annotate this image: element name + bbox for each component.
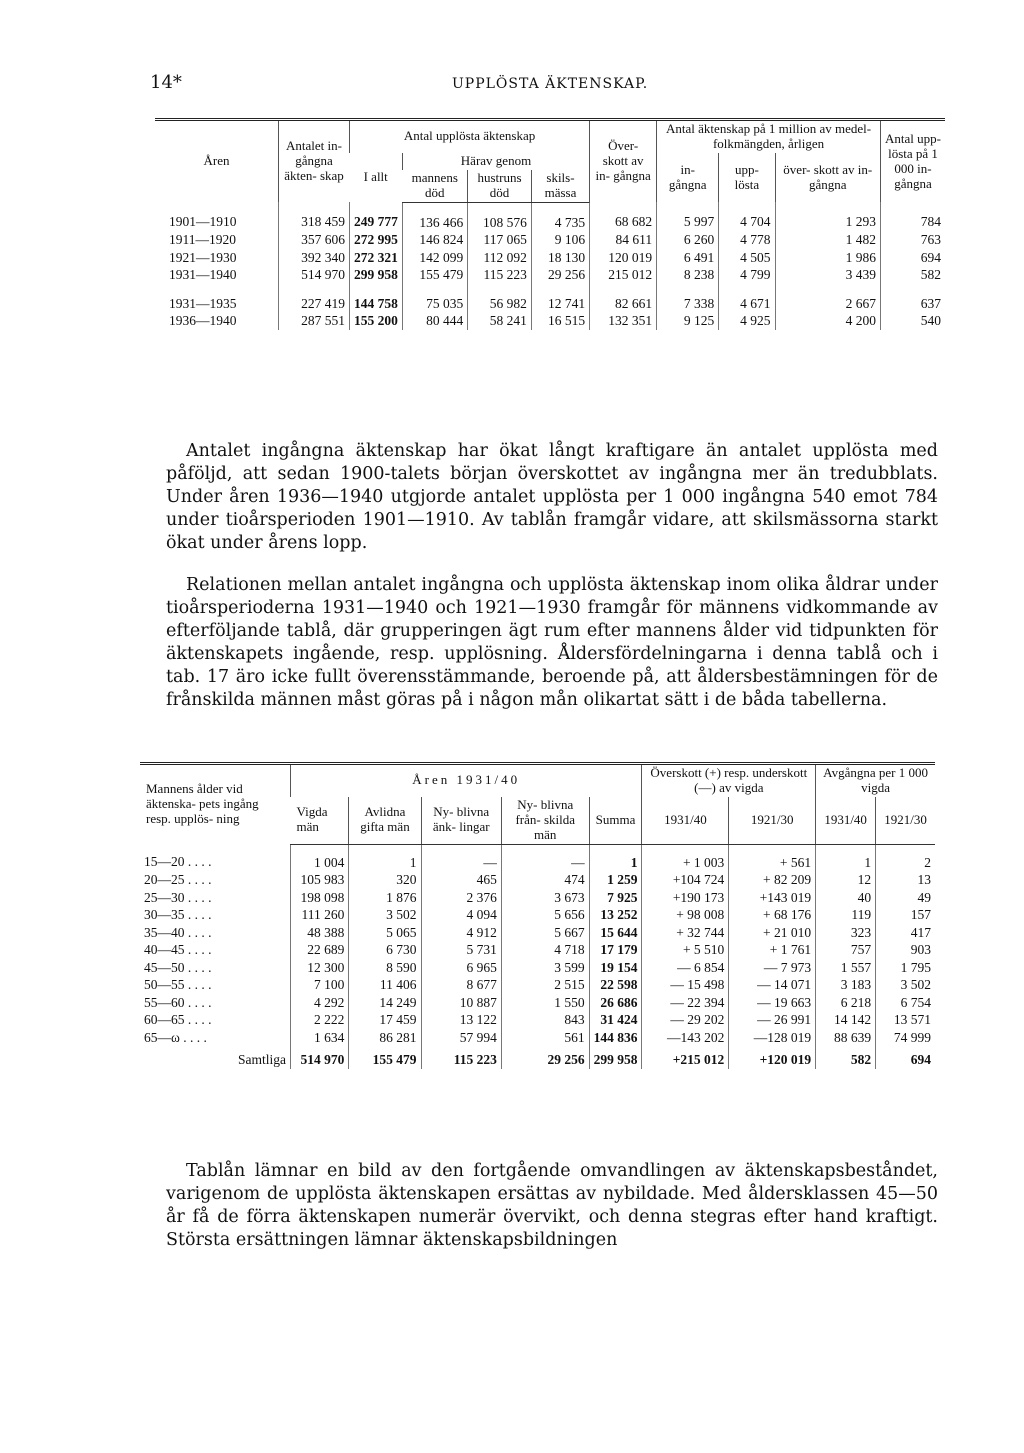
col-permillion-group: Antal äktenskap på 1 million av medel- folkmängden, årligen bbox=[657, 120, 881, 153]
col-overskott-group: Överskott (+) resp. underskott (—) av vigda bbox=[642, 764, 816, 797]
table-row: 30—35 . . . . 111 260 3 502 4 094 5 656 13 252 + 98 008 + 68 176 119 157 bbox=[140, 906, 935, 924]
col-hustruns: hustruns död bbox=[468, 170, 532, 202]
col-nyblivna-fran: Ny- blivna från- skilda män bbox=[501, 797, 589, 844]
marriages-summary-table bbox=[155, 118, 945, 330]
col-pm-ingangna: in- gångna bbox=[657, 153, 719, 202]
col-aren: Åren bbox=[203, 153, 230, 169]
col-aren-group: Åren 1931/40 bbox=[291, 764, 642, 797]
paragraph-3: Tablån lämnar en bild av den fortgående omvandlingen av äktenskapsbeståndet, varigenom de upplösta äktenskapen ersättas av nybildade. Med åldersklassen 45—50 år få de förra äktenskapen numerär övervikt, och denna stegras efter hand kraftigt. Största ersättningen lämnar äktenskapsbildningen bbox=[166, 1161, 938, 1250]
col-avgangna-group: Avgångna per 1 000 vigda bbox=[816, 764, 935, 797]
col-mannens: mannens död bbox=[402, 170, 467, 202]
paragraph-2: Relationen mellan antalet ingångna och upplösta äktenskap inom olika åldrar under tioårsperioderna 1931—1940 och 1921—1930 framgår för männens vidkommande av efterföljande tablå, där grupperingen ägt rum efter mannens ålder vid tidpunkten för äktenskapets ingående, resp. upplösning. Åldersfördelningarna i denna tablå och i tab. 17 äro icke fullt överensstämmande, beroende på, att åldersbestämningen för de frånskilda männen måst göras på i någon mån olikartat sätt i de båda tabellerna. bbox=[166, 575, 938, 710]
table-row: 55—60 . . . . 4 292 14 249 10 887 1 550 26 686 — 22 394 — 19 663 6 218 6 754 bbox=[140, 994, 935, 1012]
col-harav: Härav genom bbox=[402, 153, 589, 170]
col-overskott: Över- skott av in- gångna bbox=[590, 120, 657, 203]
table-row: 1901—1910 318 459 249 777 136 466 108 576 4 735 68 682 5 997 4 704 1 293 784 bbox=[155, 202, 945, 231]
col-ov-1931-40: 1931/40 bbox=[642, 797, 729, 844]
col-summa: Summa bbox=[589, 797, 642, 844]
age-groups-table bbox=[140, 762, 935, 1069]
table-row: 1931—1935 227 419 144 758 75 035 56 982 12 741 82 661 7 338 4 671 2 667 637 bbox=[155, 284, 945, 313]
col-pm-upplosta: upp- lösta bbox=[719, 153, 775, 202]
table-row: 1931—1940 514 970 299 958 155 479 115 223 29 256 215 012 8 238 4 799 3 439 582 bbox=[155, 266, 945, 284]
col-avlidna: Avlidna gifta män bbox=[349, 797, 421, 844]
paragraph-1: Antalet ingångna äktenskap har ökat långt kraftigare än antalet upplösta med påföljd, att sedan 1900-talets början överskottet av ingångna mer än tredubblats. Under åren 1936—1940 utgjorde antalet upplösta per 1 000 ingångna 540 emot 784 under tioårsperioden 1901—1910. Av tablån framgår vidare, att skilsmässorna starkt ökat under årens lopp. bbox=[166, 441, 938, 553]
col-ingangna: Antalet in- gångna äkten- skap bbox=[279, 120, 350, 203]
table-total-row: Samtliga 514 970 155 479 115 223 29 256 299 958 +215 012 +120 019 582 694 bbox=[140, 1046, 935, 1069]
col-vigda: Vigda män bbox=[291, 797, 349, 844]
table-row: 15—20 . . . . 1 004 1 — — 1 + 1 003 + 561 1 2 bbox=[140, 844, 935, 871]
col-av-1921-30: 1921/30 bbox=[876, 797, 935, 844]
col-pm-overskott: över- skott av in- gångna bbox=[775, 153, 880, 202]
table-row: 60—65 . . . . 2 222 17 459 13 122 843 31 424 — 29 202 — 26 991 14 142 13 571 bbox=[140, 1011, 935, 1029]
table-row: 20—25 . . . . 105 983 320 465 474 1 259 +104 724 + 82 209 12 13 bbox=[140, 871, 935, 889]
running-title: UPPLÖSTA ÄKTENSKAP. bbox=[452, 76, 649, 92]
table-row: 35—40 . . . . 48 388 5 065 4 912 5 667 15 644 + 32 744 + 21 010 323 417 bbox=[140, 924, 935, 942]
col-allt: I allt bbox=[363, 169, 388, 185]
col-skils: skils- mässa bbox=[531, 170, 589, 202]
col-upplosta-group: Antal upplösta äktenskap bbox=[350, 120, 590, 153]
table-row: 25—30 . . . . 198 098 1 876 2 376 3 673 7 925 +190 173 +143 019 40 49 bbox=[140, 889, 935, 907]
page-number: 14* bbox=[150, 72, 182, 93]
table-row: 1911—1920 357 606 272 995 146 824 117 065 9 106 84 611 6 260 4 778 1 482 763 bbox=[155, 231, 945, 249]
table-row: 65—ω . . . . 1 634 86 281 57 994 561 144 836 —143 202 —128 019 88 639 74 999 bbox=[140, 1029, 935, 1047]
table-row: 50—55 . . . . 7 100 11 406 8 677 2 515 22 598 — 15 498 — 14 071 3 183 3 502 bbox=[140, 976, 935, 994]
col-per1000: Antal upp- lösta på 1 000 in- gångna bbox=[881, 120, 946, 203]
table-row: 45—50 . . . . 12 300 8 590 6 965 3 599 19 154 — 6 854 — 7 973 1 557 1 795 bbox=[140, 959, 935, 977]
col-nyblivna-ank: Ny- blivna änk- lingar bbox=[421, 797, 501, 844]
col-av-1931-40: 1931/40 bbox=[816, 797, 876, 844]
table-row: 1936—1940 287 551 155 200 80 444 58 241 16 515 132 351 9 125 4 925 4 200 540 bbox=[155, 312, 945, 330]
col-alder: Mannens ålder vid äktenska- pets ingång resp. upplös- ning bbox=[146, 781, 259, 827]
col-ov-1921-30: 1921/30 bbox=[729, 797, 816, 844]
table-row: 40—45 . . . . 22 689 6 730 5 731 4 718 17 179 + 5 510 + 1 761 757 903 bbox=[140, 941, 935, 959]
table-row: 1921—1930 392 340 272 321 142 099 112 092 18 130 120 019 6 491 4 505 1 986 694 bbox=[155, 249, 945, 267]
